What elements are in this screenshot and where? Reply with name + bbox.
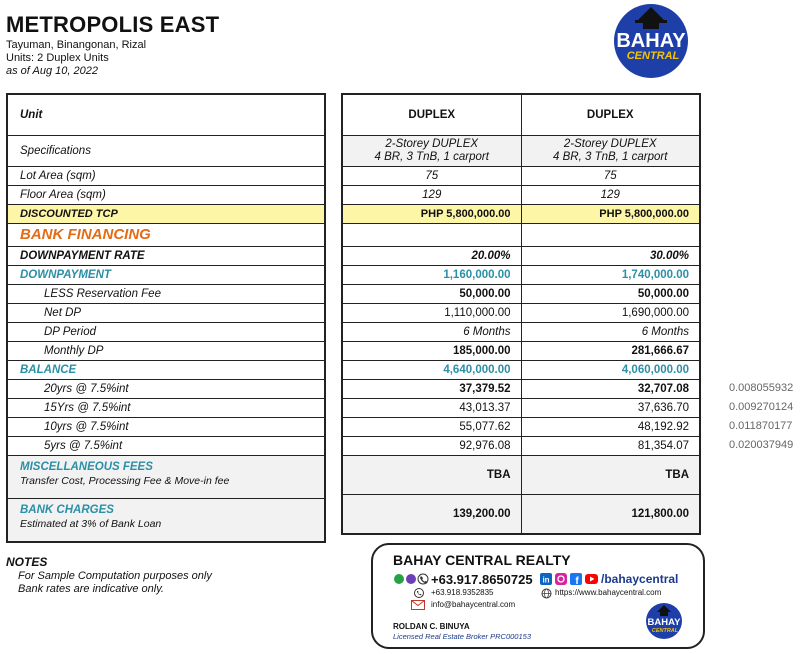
downpayment-value: 1,740,000.00 bbox=[521, 266, 700, 285]
note-line1: For Sample Computation purposes only bbox=[18, 570, 212, 582]
monthly-dp-value: 185,000.00 bbox=[342, 342, 521, 361]
bank-financing-blank bbox=[342, 224, 521, 247]
label-specifications: Specifications bbox=[7, 136, 325, 167]
label-net-dp: Net DP bbox=[7, 304, 325, 323]
labels-table bbox=[6, 93, 326, 543]
net-dp-value: 1,110,000.00 bbox=[342, 304, 521, 323]
unit-header: DUPLEX bbox=[521, 94, 700, 136]
dp-period-value: 6 Months bbox=[342, 323, 521, 342]
phone-primary[interactable]: +63.917.8650725 bbox=[431, 572, 533, 587]
label-misc-fees-cell bbox=[7, 456, 325, 499]
net-dp-value: 1,690,000.00 bbox=[521, 304, 700, 323]
card-logo-bahay: BAHAY bbox=[647, 617, 681, 628]
amort-5yrs-value: 92,976.08 bbox=[342, 437, 521, 456]
amort-15yrs-value: 37,636.70 bbox=[521, 399, 700, 418]
project-title: METROPOLIS EAST bbox=[6, 12, 220, 37]
spec-cell bbox=[342, 136, 521, 167]
social-handle[interactable]: /bahaycentral bbox=[601, 572, 679, 586]
values-table bbox=[341, 93, 701, 535]
email-address[interactable]: info@bahaycentral.com bbox=[431, 600, 516, 609]
agent-name: ROLDAN C. BINUYA bbox=[393, 622, 470, 631]
spec-line1: 2-Storey DUPLEX bbox=[385, 138, 479, 150]
messaging-icons bbox=[393, 573, 429, 585]
label-misc-fees: MISCELLANEOUS FEES bbox=[20, 461, 153, 473]
label-lot-area: Lot Area (sqm) bbox=[7, 167, 325, 186]
label-misc-desc: Transfer Cost, Processing Fee & Move-in fee bbox=[20, 475, 230, 487]
svg-text:in: in bbox=[542, 575, 550, 585]
tcp-value: PHP 5,800,000.00 bbox=[342, 205, 521, 224]
website-url[interactable]: https://www.bahaycentral.com bbox=[555, 588, 662, 597]
tcp-value: PHP 5,800,000.00 bbox=[521, 205, 700, 224]
factor-10yrs: 0.011870177 bbox=[729, 420, 793, 432]
label-bank-charges-desc: Estimated at 3% of Bank Loan bbox=[20, 518, 162, 530]
label-floor-area: Floor Area (sqm) bbox=[7, 186, 325, 205]
contact-card bbox=[371, 543, 705, 649]
label-dp-period: DP Period bbox=[7, 323, 325, 342]
balance-value: 4,640,000.00 bbox=[342, 361, 521, 380]
logo-text-bahay: BAHAY bbox=[616, 30, 686, 52]
phone-icon bbox=[413, 588, 425, 598]
label-bank-financing: BANK FINANCING bbox=[7, 224, 325, 247]
project-location: Tayuman, Binangonan, Rizal bbox=[6, 39, 147, 51]
label-unit: Unit bbox=[7, 94, 325, 136]
card-logo bbox=[643, 602, 685, 640]
social-icons bbox=[540, 573, 598, 585]
label-5yrs: 5yrs @ 7.5%int bbox=[7, 437, 325, 456]
logo-text-central: CENTRAL bbox=[626, 50, 680, 62]
label-discounted-tcp: DISCOUNTED TCP bbox=[7, 205, 325, 224]
phone-secondary[interactable]: +63.918.9352835 bbox=[431, 588, 494, 597]
label-15yrs: 15Yrs @ 7.5%int bbox=[7, 399, 325, 418]
reservation-value: 50,000.00 bbox=[342, 285, 521, 304]
reservation-value: 50,000.00 bbox=[521, 285, 700, 304]
broker-license: Licensed Real Estate Broker PRC000153 bbox=[393, 632, 531, 641]
label-downpayment: DOWNPAYMENT bbox=[7, 266, 325, 285]
label-less-reservation: LESS Reservation Fee bbox=[7, 285, 325, 304]
factor-15yrs: 0.009270124 bbox=[729, 401, 794, 413]
amort-15yrs-value: 43,013.37 bbox=[342, 399, 521, 418]
label-balance: BALANCE bbox=[7, 361, 325, 380]
floor-area-value: 129 bbox=[342, 186, 521, 205]
amort-10yrs-value: 48,192.92 bbox=[521, 418, 700, 437]
monthly-dp-value: 281,666.67 bbox=[521, 342, 700, 361]
misc-fees-value: TBA bbox=[342, 456, 521, 495]
email-icon bbox=[411, 600, 425, 610]
spec-cell bbox=[521, 136, 700, 167]
factor-5yrs: 0.020037949 bbox=[729, 439, 794, 451]
bank-financing-blank bbox=[521, 224, 700, 247]
units-count: Units: 2 Duplex Units bbox=[6, 52, 109, 64]
svg-text:f: f bbox=[575, 576, 579, 585]
spec-line2: 4 BR, 3 TnB, 1 carport bbox=[553, 151, 668, 163]
spec-line1: 2-Storey DUPLEX bbox=[563, 138, 657, 150]
bank-charges-value: 139,200.00 bbox=[342, 495, 521, 535]
misc-fees-value: TBA bbox=[521, 456, 700, 495]
label-downpayment-rate: DOWNPAYMENT RATE bbox=[7, 247, 325, 266]
company-name: BAHAY CENTRAL REALTY bbox=[393, 552, 571, 568]
amort-10yrs-value: 55,077.62 bbox=[342, 418, 521, 437]
label-monthly-dp: Monthly DP bbox=[7, 342, 325, 361]
label-bank-charges-cell bbox=[7, 499, 325, 543]
floor-area-value: 129 bbox=[521, 186, 700, 205]
bank-charges-value: 121,800.00 bbox=[521, 495, 700, 535]
lot-area-value: 75 bbox=[342, 167, 521, 186]
label-10yrs: 10yrs @ 7.5%int bbox=[7, 418, 325, 437]
as-of-date: as of Aug 10, 2022 bbox=[6, 65, 98, 77]
amort-5yrs-value: 81,354.07 bbox=[521, 437, 700, 456]
downpayment-value: 1,160,000.00 bbox=[342, 266, 521, 285]
spec-line2: 4 BR, 3 TnB, 1 carport bbox=[374, 151, 489, 163]
amort-20yrs-value: 32,707.08 bbox=[521, 380, 700, 399]
lot-area-value: 75 bbox=[521, 167, 700, 186]
balance-value: 4,060,000.00 bbox=[521, 361, 700, 380]
factor-20yrs: 0.008055932 bbox=[729, 382, 794, 394]
card-logo-central: CENTRAL bbox=[651, 628, 679, 634]
bahay-central-logo bbox=[605, 3, 697, 79]
label-20yrs: 20yrs @ 7.5%int bbox=[7, 380, 325, 399]
note-line2: Bank rates are indicative only. bbox=[18, 583, 164, 595]
dp-rate-value: 20.00% bbox=[342, 247, 521, 266]
notes-heading: NOTES bbox=[6, 555, 48, 569]
unit-header: DUPLEX bbox=[342, 94, 521, 136]
dp-rate-value: 30.00% bbox=[521, 247, 700, 266]
dp-period-value: 6 Months bbox=[521, 323, 700, 342]
globe-icon bbox=[541, 588, 552, 599]
label-bank-charges: BANK CHARGES bbox=[20, 504, 114, 516]
amort-20yrs-value: 37,379.52 bbox=[342, 380, 521, 399]
